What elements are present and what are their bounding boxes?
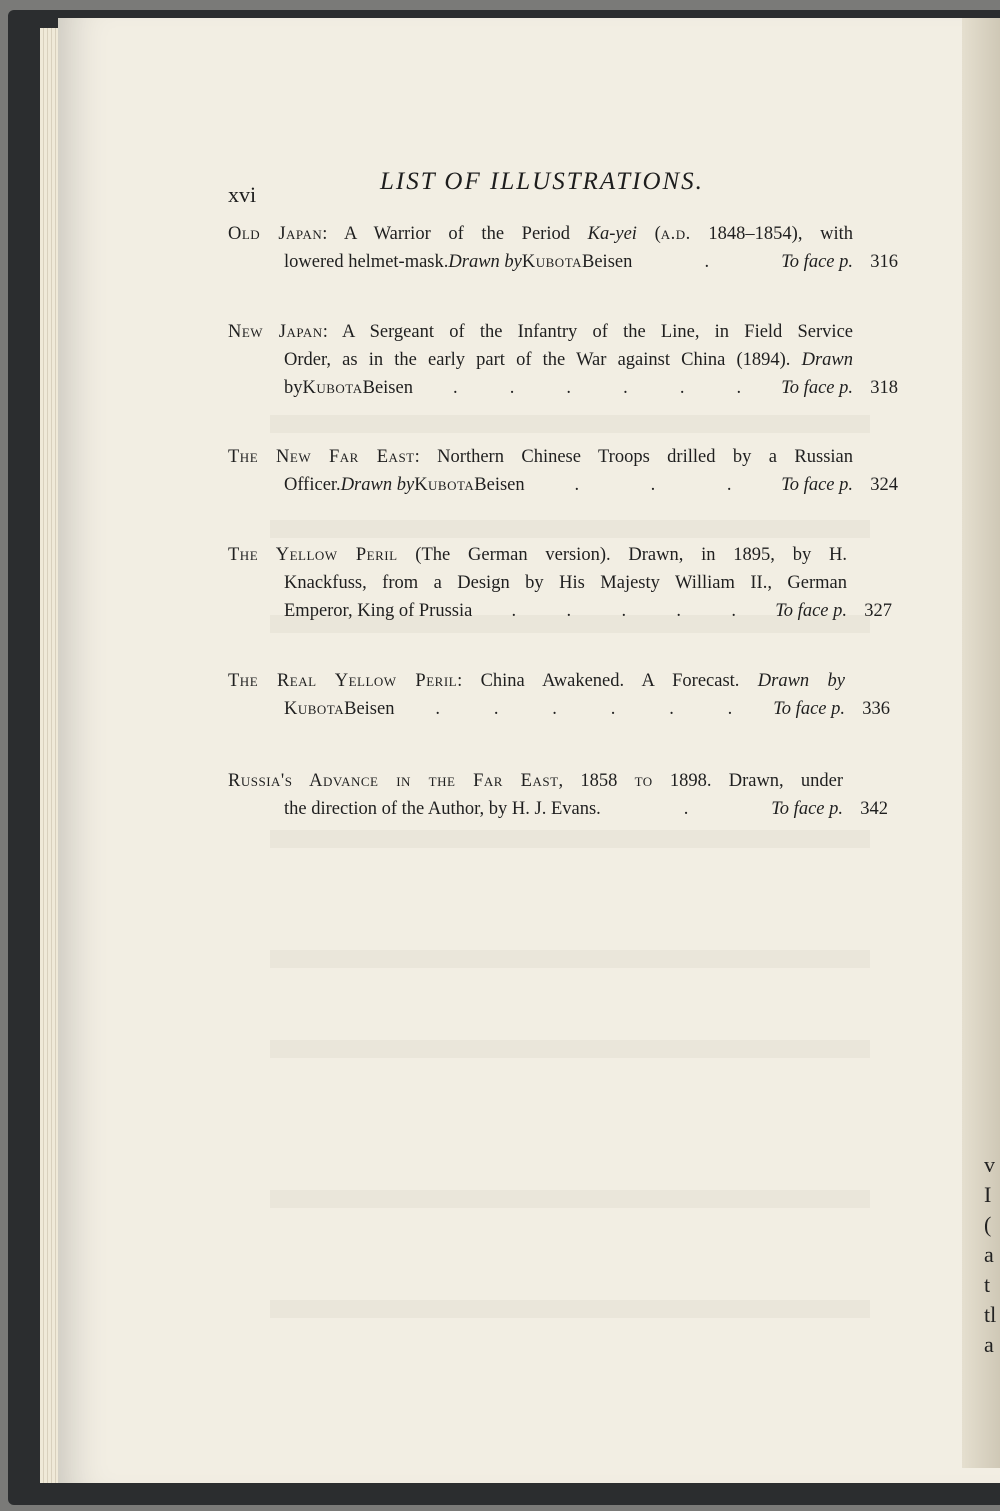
illustration-entry-real-yellow-peril: The Real Yellow Peril: China Awakened. A Forecast. Drawn by Kubota Beisen . . . . . . To face p. 336 [228,667,845,723]
leader-dots: . . . [574,475,732,495]
face-label: To face p. [781,378,853,398]
entry-page-number: 316 [870,252,898,272]
face-label: To face p. [775,601,847,621]
illustration-entry-new-japan: New Japan: A Sergeant of the Infantry of the Line, in Field Service Order, as in the early part of the War against China (1894). Drawn by Kubota Beisen . . . . . . To face p. 318 [228,318,853,402]
entry-page-number: 324 [870,475,898,495]
bleed-through-mark [270,950,870,968]
face-label: To face p. [781,475,853,495]
bleed-through-mark [270,1040,870,1058]
leader-dots: . . . . . . [435,699,733,719]
bleed-through-mark [270,415,870,433]
bleed-through-mark [270,1190,870,1208]
leader-dots: . . . . . . [453,378,742,398]
entry-page-number: 342 [860,799,888,819]
entry-title: Russia's Advance in the Far East [228,771,559,791]
face-label: To face p. [773,699,845,719]
face-label: To face p. [781,252,853,272]
illustration-entry-russias-advance: Russia's Advance in the Far East, 1858 to 1898. Drawn, under the direction of the Author, by H. J. Evans. . To face p. 342 [228,767,843,823]
illustration-entry-new-far-east: The New Far East: Northern Chinese Troops drilled by a Russian Officer. Drawn by Kubota Beisen . . . To face p. 324 [228,443,853,499]
entry-page-number: 327 [864,601,892,621]
entry-title: New Japan [228,322,323,342]
next-page-text-fragment: v I ( a t tl a [984,1152,997,1357]
entry-title: Old Japan [228,224,323,244]
entry-title: The Real Yellow Peril [228,671,458,691]
page-title: LIST OF ILLUSTRATIONS. [380,168,704,195]
entry-title: The New Far East [228,447,415,467]
bleed-through-mark [270,830,870,848]
illustration-entry-old-japan: Old Japan: A Warrior of the Period Ka-yei (a.d. 1848–1854), with lowered helmet-mask. Drawn by Kubota Beisen . To face p. 316 [228,220,853,276]
leader-dots: . . . . . [511,601,737,621]
bleed-through-mark [270,615,870,633]
entry-page-number: 318 [870,378,898,398]
page-number: xvi [228,182,257,207]
leader-dots: . [704,252,710,272]
bleed-through-mark [270,520,870,538]
face-label: To face p. [771,799,843,819]
leader-dots: . [683,799,689,819]
entry-page-number: 336 [862,699,890,719]
bleed-through-mark [270,1300,870,1318]
entry-title: The Yellow Peril [228,545,398,565]
illustration-entry-yellow-peril: The Yellow Peril (The German version). Drawn, in 1895, by H. Knackfuss, from a Design by His Majesty William II., German Emperor, King of Prussia . . . . . To face p. 327 [228,541,847,625]
